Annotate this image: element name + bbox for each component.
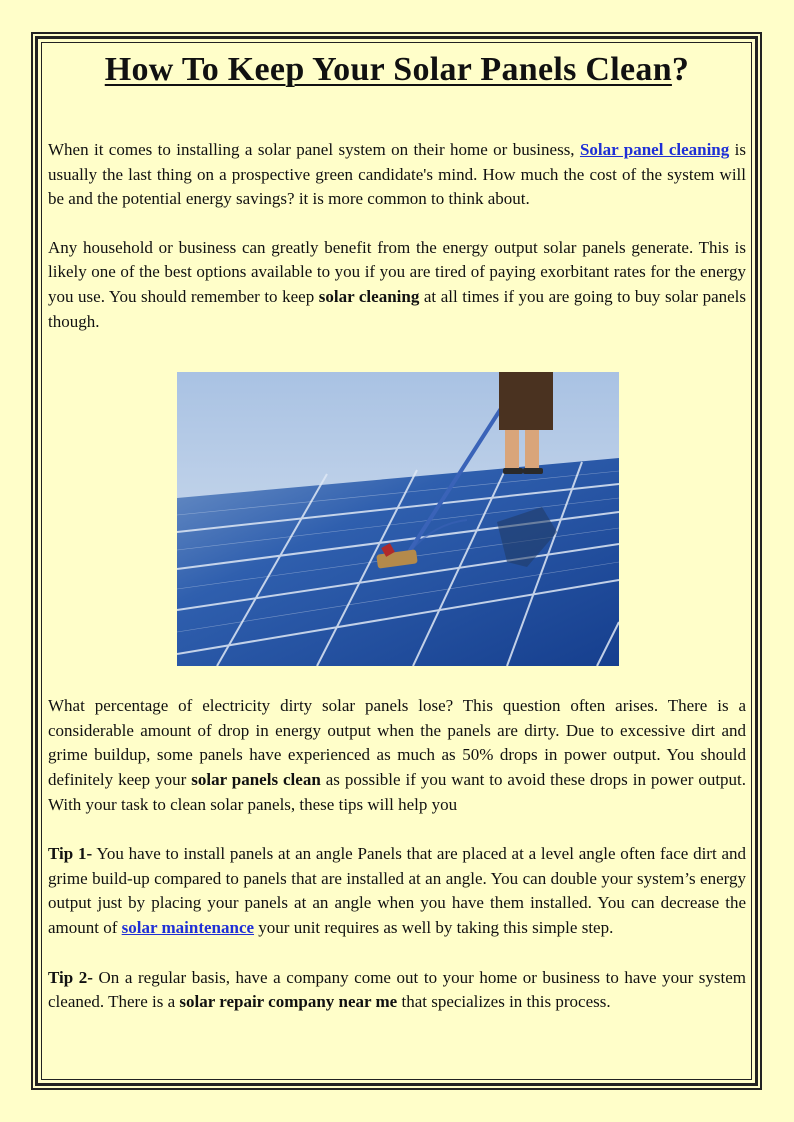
benefits-paragraph bbox=[48, 236, 746, 334]
solar-cleaning-keyword: solar cleaning bbox=[318, 286, 420, 306]
tip-1-text-start: You have to install panels at an angle Panels that are placed at a level angle often face dirt and grime build-up compared to panels that are installed at an angle. You can double your system’s energy output just by placing your panels at an angle when you have them installed. You can decrease the amount of bbox=[48, 844, 747, 937]
intro-text-end: is usually the last thing on a prospective green candidate's mind. How much the cost of the system will be and the potential energy savings? it is more common to think about. bbox=[48, 140, 746, 209]
page-title bbox=[48, 46, 746, 94]
tip-1-paragraph bbox=[48, 842, 746, 940]
solar-panel-cleaning-link[interactable]: Solar panel cleaning bbox=[579, 140, 730, 159]
benefits-text-end: at all times if you are going to buy solar panels though. bbox=[48, 286, 746, 331]
power-loss-paragraph bbox=[48, 694, 746, 817]
solar-maintenance-link[interactable]: solar maintenance bbox=[121, 917, 255, 937]
solar-panels-clean-keyword: solar panels clean bbox=[191, 769, 321, 789]
page-title-text: How To Keep Your Solar Panels Clean bbox=[104, 51, 672, 88]
tip-1-label: Tip 1- bbox=[48, 844, 93, 864]
solar-repair-keyword: solar repair company near me bbox=[179, 992, 398, 1012]
document-body bbox=[48, 46, 746, 1015]
tip-1-text-end: your unit requires as well by taking this simple step. bbox=[258, 917, 614, 937]
page-title-mark: ? bbox=[671, 51, 690, 88]
intro-text-start: When it comes to installing a solar panel system on their home or business, bbox=[48, 140, 575, 159]
tip-2-paragraph bbox=[48, 966, 746, 1015]
tip-2-label: Tip 2- bbox=[48, 967, 93, 987]
benefits-text-start: Any household or business can greatly benefit from the energy output solar panels generate. This is likely one of the best options available to you if you are tired of paying exorbitant rates for the energy you use. You should remember to keep bbox=[48, 237, 746, 306]
intro-paragraph bbox=[48, 138, 746, 212]
tip-2-text-end: that specializes in this process. bbox=[401, 992, 611, 1012]
tip-2-text-start: On a regular basis, have a company come out to your home or business to have your system cleaned. There is a bbox=[48, 967, 747, 1012]
power-loss-text-start: What percentage of electricity dirty solar panels lose? This question often arises. There is a considerable amount of drop in energy output when the panels are dirty. Due to excessive dirt and grime buildup, some panels have experienced as much as 50% drops in power output. You should definitely keep your bbox=[48, 696, 746, 789]
solar-panel-cleaning-photo bbox=[177, 372, 619, 666]
power-loss-text-end: as possible if you want to avoid these drops in power output. With your task to clean solar panels, these tips will help you bbox=[48, 769, 747, 814]
